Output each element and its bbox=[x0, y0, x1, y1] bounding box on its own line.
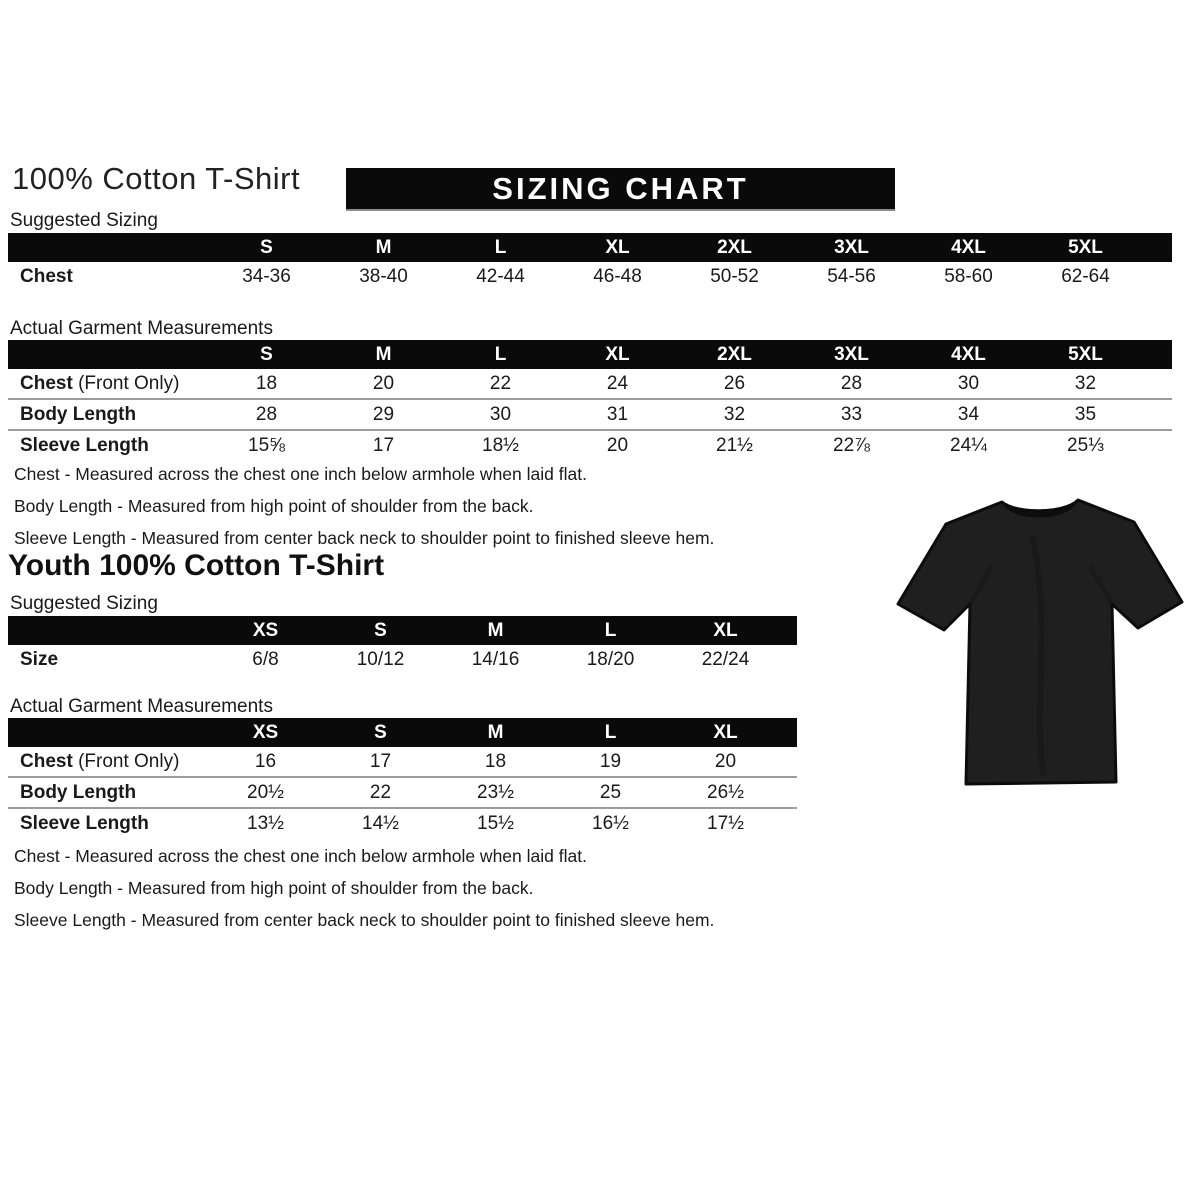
table-cell: 18/20 bbox=[586, 648, 635, 670]
table-cell: 19 bbox=[599, 750, 622, 772]
column-header-m: M bbox=[438, 616, 553, 645]
adult-suggested-sizing-table bbox=[8, 233, 1172, 291]
table-cell: 15⅝ bbox=[208, 430, 325, 460]
table-cell: 17½ bbox=[668, 808, 783, 838]
note-line: Body Length - Measured from high point of shoulder from the back. bbox=[14, 496, 534, 516]
table-cell: 16 bbox=[254, 750, 277, 772]
table-cell: 22 bbox=[489, 372, 512, 394]
column-header-2xl: 2XL bbox=[676, 233, 793, 262]
note-line: Body Length - Measured from high point of shoulder from the back. bbox=[14, 878, 534, 898]
adult-actual-measurements-label: Actual Garment Measurements bbox=[10, 318, 273, 339]
table-cell: 25 bbox=[553, 777, 668, 808]
table-cell: 34-36 bbox=[242, 265, 291, 287]
table-cell: 28 bbox=[208, 399, 325, 430]
column-header-5xl: 5XL bbox=[1027, 233, 1144, 262]
table-cell: 17 bbox=[369, 750, 392, 772]
black-tshirt-graphic bbox=[882, 476, 1198, 812]
row-fill bbox=[1144, 262, 1172, 291]
table-cell: 6/8 bbox=[252, 648, 279, 670]
note-line: Chest - Measured across the chest one inch below armhole when laid flat. bbox=[14, 464, 587, 484]
note-line: Sleeve Length - Measured from center back neck to shoulder point to finished sleeve hem. bbox=[14, 910, 715, 930]
page-title: 100% Cotton T-Shirt bbox=[12, 161, 301, 196]
row-label: Chest (Front Only) bbox=[20, 372, 180, 394]
row-label: Chest (Front Only) bbox=[20, 750, 180, 772]
table-cell: 13½ bbox=[208, 808, 323, 838]
tshirt-image bbox=[882, 476, 1198, 812]
table-cell: 16½ bbox=[553, 808, 668, 838]
table-cell: 20 bbox=[372, 372, 395, 394]
column-header-m: M bbox=[438, 718, 553, 747]
table-cell: 20½ bbox=[208, 777, 323, 808]
table-cell: 54-56 bbox=[827, 265, 876, 287]
table-row bbox=[8, 369, 1172, 399]
table-cell: 38-40 bbox=[359, 265, 408, 287]
header-label-spacer bbox=[8, 233, 208, 262]
table-cell: 33 bbox=[793, 399, 910, 430]
row-fill bbox=[783, 747, 797, 777]
row-label: Sleeve Length bbox=[8, 430, 208, 460]
row-label: Body Length bbox=[8, 399, 208, 430]
table-cell: 30 bbox=[957, 372, 980, 394]
table-cell: 10/12 bbox=[356, 648, 405, 670]
table-cell: 14½ bbox=[323, 808, 438, 838]
row-label: Size bbox=[20, 648, 59, 670]
row-fill bbox=[1144, 430, 1172, 460]
table-cell: 23½ bbox=[438, 777, 553, 808]
table-cell: 22 bbox=[323, 777, 438, 808]
table-cell: 21½ bbox=[676, 430, 793, 460]
table-row bbox=[8, 747, 797, 777]
table-row bbox=[8, 262, 1172, 291]
table-row bbox=[8, 777, 797, 808]
column-header-4xl: 4XL bbox=[910, 340, 1027, 369]
row-fill bbox=[1144, 369, 1172, 399]
youth-suggested-sizing-table bbox=[8, 616, 797, 674]
table-row bbox=[8, 430, 1172, 460]
table-cell: 32 bbox=[676, 399, 793, 430]
header-fill bbox=[1144, 340, 1172, 369]
table-cell: 24 bbox=[606, 372, 629, 394]
row-label: Chest bbox=[20, 265, 73, 287]
header-label-spacer bbox=[8, 718, 208, 747]
row-fill bbox=[783, 777, 797, 808]
column-header-m: M bbox=[325, 340, 442, 369]
column-header-l: L bbox=[553, 718, 668, 747]
table-cell: 25⅓ bbox=[1027, 430, 1144, 460]
table-cell: 20 bbox=[714, 750, 737, 772]
table-cell: 31 bbox=[559, 399, 676, 430]
table-cell: 18 bbox=[484, 750, 507, 772]
youth-section-title: Youth 100% Cotton T-Shirt bbox=[8, 549, 385, 582]
header-label-spacer bbox=[8, 616, 208, 645]
table-cell: 46-48 bbox=[593, 265, 642, 287]
youth-suggested-sizing-label: Suggested Sizing bbox=[10, 593, 158, 614]
column-header-l: L bbox=[442, 340, 559, 369]
row-fill bbox=[1144, 399, 1172, 430]
table-cell: 30 bbox=[442, 399, 559, 430]
row-fill bbox=[783, 808, 797, 838]
column-header-5xl: 5XL bbox=[1027, 340, 1144, 369]
table-row bbox=[8, 808, 797, 838]
adult-suggested-sizing-label: Suggested Sizing bbox=[10, 210, 158, 231]
adult-measurement-notes bbox=[14, 458, 714, 554]
youth-actual-measurements-table bbox=[8, 718, 797, 838]
column-header-l: L bbox=[553, 616, 668, 645]
row-label: Sleeve Length bbox=[8, 808, 208, 838]
table-cell: 22⅞ bbox=[793, 430, 910, 460]
table-cell: 35 bbox=[1027, 399, 1144, 430]
table-cell: 22/24 bbox=[701, 648, 750, 670]
column-header-3xl: 3XL bbox=[793, 233, 910, 262]
column-header-s: S bbox=[208, 340, 325, 369]
table-cell: 50-52 bbox=[710, 265, 759, 287]
table-cell: 42-44 bbox=[476, 265, 525, 287]
youth-measurement-notes bbox=[14, 840, 714, 936]
table-row bbox=[8, 645, 797, 674]
note-line: Sleeve Length - Measured from center back neck to shoulder point to finished sleeve hem. bbox=[14, 528, 715, 548]
table-cell: 58-60 bbox=[944, 265, 993, 287]
column-header-xs: XS bbox=[208, 718, 323, 747]
table-cell: 24¼ bbox=[910, 430, 1027, 460]
column-header-3xl: 3XL bbox=[793, 340, 910, 369]
table-cell: 14/16 bbox=[471, 648, 520, 670]
table-cell: 32 bbox=[1074, 372, 1097, 394]
column-header-xs: XS bbox=[208, 616, 323, 645]
column-header-2xl: 2XL bbox=[676, 340, 793, 369]
table-cell: 26½ bbox=[668, 777, 783, 808]
column-header-m: M bbox=[325, 233, 442, 262]
column-header-xl: XL bbox=[559, 233, 676, 262]
row-label: Body Length bbox=[8, 777, 208, 808]
column-header-4xl: 4XL bbox=[910, 233, 1027, 262]
column-header-xl: XL bbox=[668, 718, 783, 747]
header-label-spacer bbox=[8, 340, 208, 369]
table-row bbox=[8, 399, 1172, 430]
table-cell: 17 bbox=[325, 430, 442, 460]
column-header-l: L bbox=[442, 233, 559, 262]
table-cell: 34 bbox=[910, 399, 1027, 430]
table-cell: 20 bbox=[559, 430, 676, 460]
table-cell: 28 bbox=[840, 372, 863, 394]
column-header-xl: XL bbox=[668, 616, 783, 645]
table-cell: 62-64 bbox=[1061, 265, 1110, 287]
header-fill bbox=[783, 616, 797, 645]
table-cell: 18½ bbox=[442, 430, 559, 460]
adult-actual-measurements-table bbox=[8, 340, 1172, 460]
table-cell: 26 bbox=[723, 372, 746, 394]
youth-actual-measurements-label: Actual Garment Measurements bbox=[10, 696, 273, 717]
note-line: Chest - Measured across the chest one inch below armhole when laid flat. bbox=[14, 846, 587, 866]
column-header-s: S bbox=[208, 233, 325, 262]
table-cell: 15½ bbox=[438, 808, 553, 838]
sizing-chart-banner: SIZING CHART bbox=[346, 168, 895, 211]
column-header-s: S bbox=[323, 616, 438, 645]
table-cell: 29 bbox=[325, 399, 442, 430]
row-fill bbox=[783, 645, 797, 674]
column-header-xl: XL bbox=[559, 340, 676, 369]
table-cell: 18 bbox=[255, 372, 278, 394]
column-header-s: S bbox=[323, 718, 438, 747]
header-fill bbox=[1144, 233, 1172, 262]
header-fill bbox=[783, 718, 797, 747]
